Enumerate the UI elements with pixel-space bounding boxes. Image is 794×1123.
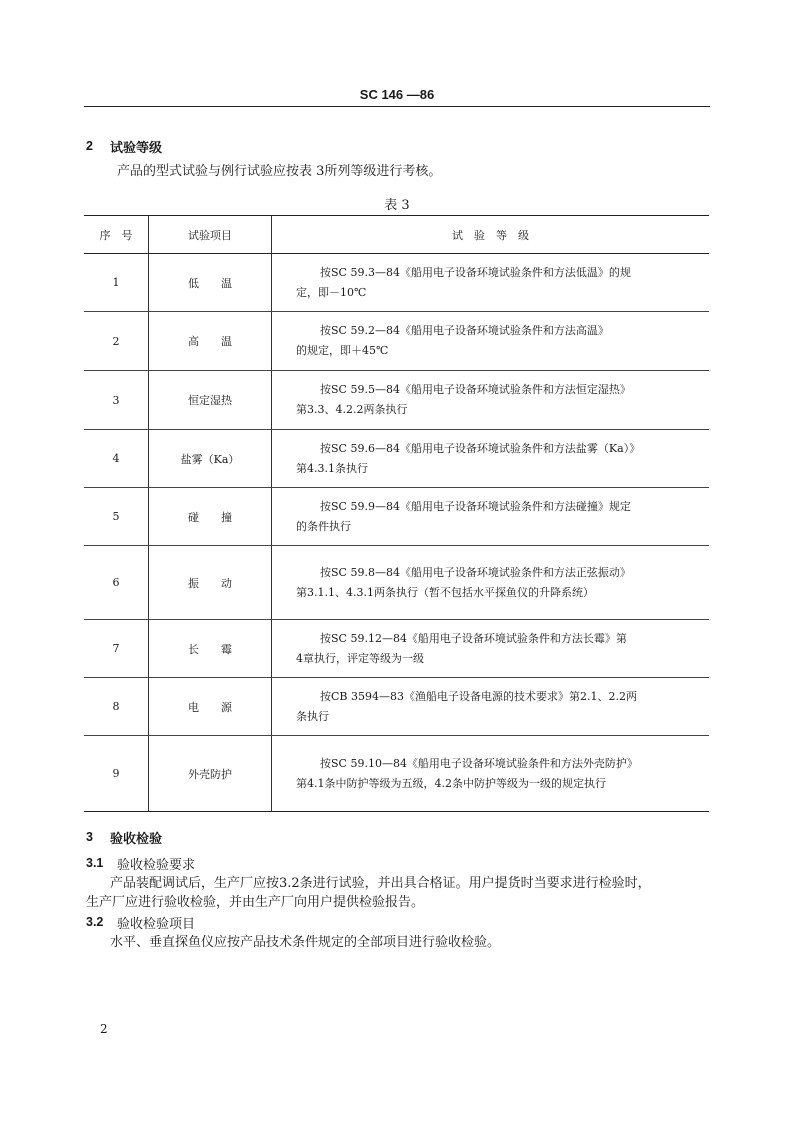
table-row <box>84 488 709 546</box>
row-grade <box>272 736 710 812</box>
row-item: 长 霉 <box>149 620 272 678</box>
row-grade <box>272 430 710 488</box>
section-2-text: 产品的型式试验与例行试验应按表 3所列等级进行考核。 <box>117 164 442 179</box>
row-grade <box>272 546 710 620</box>
grade-line-2: 4章执行，评定等级为一级 <box>296 651 424 665</box>
grade-line-1: 按SC 59.10—84《船用电子设备环境试验条件和方法外壳防护》 <box>320 756 638 770</box>
table-header-row <box>84 216 709 254</box>
row-no: 1 <box>84 254 149 312</box>
table-row <box>84 430 709 488</box>
row-grade <box>272 488 710 546</box>
grade-line-2: 条执行 <box>296 709 329 723</box>
row-no: 2 <box>84 312 149 371</box>
grade-line-1: 按SC 59.6—84《船用电子设备环境试验条件和方法盐雾（Ka）》 <box>320 441 641 455</box>
row-no: 7 <box>84 620 149 678</box>
subsection-3-2-text: 水平、垂直探鱼仪应按产品技术条件规定的全部项目进行验收检验。 <box>110 935 501 950</box>
grade-line-1: 按CB 3594—83《渔船电子设备电源的技术要求》第2.1、2.2两 <box>320 689 637 703</box>
table-row <box>84 371 709 430</box>
subsection-3-2-number: 3.2 <box>86 915 104 929</box>
row-grade <box>272 312 710 371</box>
table-row <box>84 736 709 812</box>
row-grade <box>272 620 710 678</box>
row-item: 外壳防护 <box>149 736 272 812</box>
table-row <box>84 312 709 371</box>
table-row <box>84 620 709 678</box>
row-no: 9 <box>84 736 149 812</box>
row-item: 电 源 <box>149 678 272 736</box>
test-grade-table <box>84 215 709 812</box>
row-item: 碰 撞 <box>149 488 272 546</box>
row-grade <box>272 254 710 312</box>
row-no: 8 <box>84 678 149 736</box>
table-caption: 表 3 <box>384 198 410 213</box>
grade-line-2: 的规定，即＋45℃ <box>296 344 389 357</box>
page-number: 2 <box>100 1022 108 1036</box>
grade-line-2: 第3.3、4.2.2两条执行 <box>296 403 408 416</box>
document-code-header: SC 146 —86 <box>359 87 435 102</box>
grade-line-1: 按SC 59.9—84《船用电子设备环境试验条件和方法碰撞》规定 <box>320 499 631 513</box>
subsection-3-1-number: 3.1 <box>86 856 104 870</box>
section-2-title: 试验等级 <box>110 141 163 156</box>
grade-line-2: 第4.1条中防护等级为五级，4.2条中防护等级为一级的规定执行 <box>296 776 606 790</box>
table-row <box>84 254 709 312</box>
subsection-3-2-title: 验收检验项目 <box>117 917 196 932</box>
grade-line-1: 按SC 59.5—84《船用电子设备环境试验条件和方法恒定湿热》 <box>320 383 631 396</box>
row-no: 3 <box>84 371 149 430</box>
row-item: 振 动 <box>149 546 272 620</box>
section-3-number: 3 <box>86 830 93 844</box>
row-item: 高 温 <box>149 312 272 371</box>
table-row <box>84 678 709 736</box>
header-test-item: 试验项目 <box>149 216 272 254</box>
grade-line-2: 定，即－10℃ <box>296 285 367 299</box>
subsection-3-1-line-2: 生产厂应进行验收检验，并由生产厂向用户提供检验报告。 <box>86 895 425 910</box>
table-row <box>84 546 709 620</box>
section-3-title: 验收检验 <box>110 832 163 847</box>
header-rule <box>84 106 710 107</box>
subsection-3-1-title: 验收检验要求 <box>117 858 196 873</box>
grade-line-1: 按SC 59.12—84《船用电子设备环境试验条件和方法长霉》第 <box>320 631 627 645</box>
grade-line-1: 按SC 59.3—84《船用电子设备环境试验条件和方法低温》的规 <box>320 265 631 279</box>
row-no: 4 <box>84 430 149 488</box>
row-item: 盐雾（Ka） <box>149 430 272 488</box>
row-item: 恒定湿热 <box>149 371 272 430</box>
row-item: 低 温 <box>149 254 272 312</box>
row-no: 6 <box>84 546 149 620</box>
row-grade <box>272 678 710 736</box>
grade-line-2: 第4.3.1条执行 <box>296 461 368 475</box>
grade-line-1: 按SC 59.2—84《船用电子设备环境试验条件和方法高温》 <box>320 324 609 337</box>
row-no: 5 <box>84 488 149 546</box>
header-no: 序 号 <box>84 216 149 254</box>
grade-line-2: 的条件执行 <box>296 519 351 533</box>
row-grade <box>272 371 710 430</box>
subsection-3-1-line-1: 产品装配调试后，生产厂应按3.2条进行试验，并出具合格证。用户提货时当要求进行检验时， <box>110 876 651 891</box>
grade-line-2: 第3.1.1、4.3.1两条执行（暂不包括水平探鱼仪的升降系统） <box>296 585 594 599</box>
grade-line-1: 按SC 59.8—84《船用电子设备环境试验条件和方法正弦振动》 <box>320 565 631 579</box>
header-test-grade: 试 验 等 级 <box>272 216 710 254</box>
section-2-number: 2 <box>86 139 93 153</box>
